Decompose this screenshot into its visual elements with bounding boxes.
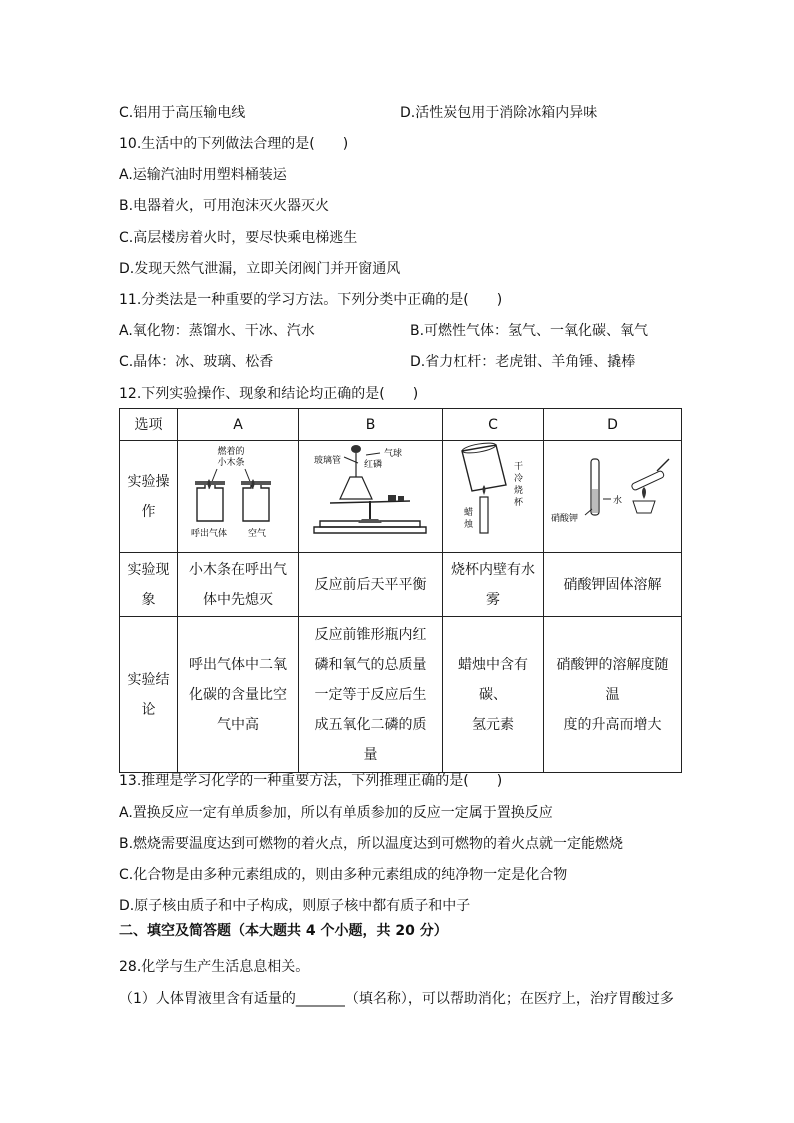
table-row-operation <box>120 441 682 553</box>
option-10a: A.运输汽油时用塑料桶装运 <box>119 167 287 183</box>
question-28-part1: （1）人体胃液里含有适量的_______（填名称），可以帮助消化；在医疗上，治疗胃酸过多 <box>119 991 674 1007</box>
option-13c: C.化合物是由多种元素组成的，则由多种元素组成的纯净物一定是化合物 <box>119 867 568 883</box>
question-12-stem: 12.下列实验操作、现象和结论均正确的是( ) <box>119 386 419 402</box>
question-28-stem: 28.化学与生产生活息息相关。 <box>119 959 310 975</box>
svg-text:水: 水 <box>612 496 622 506</box>
option-9c: C.铝用于高压输电线 <box>119 105 246 121</box>
question-13-stem: 13.推理是学习化学的一种重要方法，下列推理正确的是( ) <box>119 773 503 789</box>
option-11b: B.可燃性气体：氢气、一氧化碳、氧气 <box>410 323 649 339</box>
table-cell: 烧杯内壁有水 雾 <box>443 553 544 617</box>
row-label: 实验现 象 <box>120 553 178 617</box>
table-cell: 硝酸钾的溶解度随温 度的升高而增大 <box>544 617 682 773</box>
svg-text:空气: 空气 <box>247 529 267 539</box>
svg-text:呼出气体: 呼出气体 <box>190 529 228 539</box>
svg-text:冷: 冷 <box>513 474 523 484</box>
table-cell: 蜡烛中含有碳、 氢元素 <box>443 617 544 773</box>
option-10c: C.高层楼房着火时，要尽快乘电梯逃生 <box>119 230 358 246</box>
header-cell: B <box>299 409 443 441</box>
option-10d: D.发现天然气泄漏，立即关闭阀门并开窗通风 <box>119 261 401 277</box>
svg-text:硝酸钾: 硝酸钾 <box>550 514 578 524</box>
figure-cell-b <box>299 441 443 553</box>
table-cell: 呼出气体中二氧 化碳的含量比空 气中高 <box>178 617 299 773</box>
table-header-row <box>120 409 682 441</box>
svg-text:玻璃管: 玻璃管 <box>313 456 341 466</box>
potassium-nitrate-heating-figure <box>545 441 681 541</box>
figure-cell-c <box>443 441 544 553</box>
svg-text:干: 干 <box>513 462 523 472</box>
table-cell: 反应前锥形瓶内红 磷和氧气的总质量 一定等于反应后生 成五氧化二磷的质 量 <box>299 617 443 773</box>
svg-text:红磷: 红磷 <box>363 460 382 470</box>
exhaled-gas-bottles-figure <box>179 441 297 541</box>
section-heading: 二、填空及简答题（本大题共 4 个小题，共 20 分） <box>119 923 448 939</box>
table-cell: 小木条在呼出气 体中先熄灭 <box>178 553 299 617</box>
figure-cell-d <box>544 441 682 553</box>
row-label: 实验操 作 <box>120 441 178 553</box>
table-cell: 硝酸钾固体溶解 <box>544 553 682 617</box>
row-label: 实验结 论 <box>120 617 178 773</box>
option-10b: B.电器着火，可用泡沫灭火器灭火 <box>119 198 330 214</box>
option-11d: D.省力杠杆：老虎钳、羊角锤、撬棒 <box>410 354 636 370</box>
svg-text:气球: 气球 <box>383 449 402 459</box>
balance-flask-figure <box>300 441 442 541</box>
option-13a: A.置换反应一定有单质参加，所以有单质参加的反应一定属于置换反应 <box>119 805 553 821</box>
experiment-table <box>119 408 682 773</box>
header-cell: C <box>443 409 544 441</box>
table-row-conclusion <box>120 617 682 773</box>
header-cell: D <box>544 409 682 441</box>
question-11-stem: 11.分类法是一种重要的学习方法。下列分类中正确的是( ) <box>119 292 503 308</box>
svg-text:烧: 烧 <box>513 486 523 496</box>
svg-text:烛: 烛 <box>463 520 473 530</box>
svg-text:小木条: 小木条 <box>217 458 245 468</box>
candle-beaker-figure <box>444 441 543 541</box>
option-11a: A.氧化物：蒸馏水、干冰、汽水 <box>119 323 315 339</box>
svg-text:燃着的: 燃着的 <box>217 447 245 457</box>
option-9d: D.活性炭包用于消除冰箱内异味 <box>400 105 598 121</box>
header-cell: A <box>178 409 299 441</box>
table-row-phenomenon <box>120 553 682 617</box>
svg-text:蜡: 蜡 <box>463 508 473 518</box>
figure-cell-a <box>178 441 299 553</box>
option-11c: C.晶体：冰、玻璃、松香 <box>119 354 274 370</box>
table-cell: 反应前后天平平衡 <box>299 553 443 617</box>
question-10-stem: 10.生活中的下列做法合理的是( ) <box>119 136 349 152</box>
option-13b: B.燃烧需要温度达到可燃物的着火点，所以温度达到可燃物的着火点就一定能燃烧 <box>119 836 624 852</box>
header-cell: 选项 <box>120 409 178 441</box>
option-13d: D.原子核由质子和中子构成，则原子核中都有质子和中子 <box>119 898 471 914</box>
svg-text:杯: 杯 <box>513 498 523 508</box>
